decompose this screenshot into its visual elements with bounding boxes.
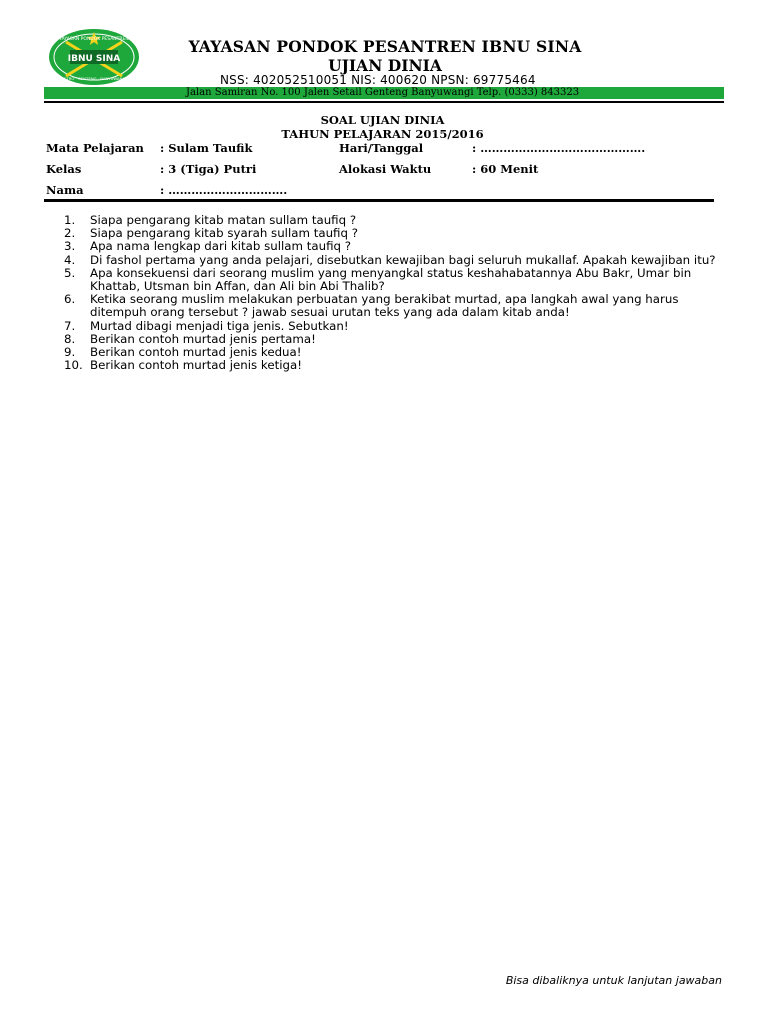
question-text: Ketika seorang muslim melakukan perbuatan yang berakibat murtad, apa langkah awal yang harus ditempuh orang tersebut ? jawab sesuai urutan teks yang ada dalam kitab anda! [90, 292, 679, 320]
name-value: : …………………………. [160, 183, 288, 197]
question-text: Apa konsekuensi dari seorang muslim yang menyangkal status keshahabatannya Abu Bakr, Umar bin Khattab, Utsman bin Affan, dan Ali bin Abi Thalib? [90, 265, 692, 294]
question-item [64, 293, 724, 319]
subject-value: : Sulam Taufik [160, 141, 253, 155]
question-list [64, 214, 724, 372]
question-text: Murtad dibagi menjadi tiga jenis. Sebutkan! [90, 318, 349, 333]
address-text: Jalan Samiran No. 100 Jalen Setail Genteng Banyuwangi Telp. (0333) 843323 [186, 87, 580, 98]
question-number: 4. [64, 252, 76, 267]
question-text: Berikan contoh murtad jenis pertama! [90, 331, 316, 346]
exam-title: UJIAN DINIA [328, 56, 442, 75]
institution-ids: NSS: 402052510051 NIS: 400620 NPSN: 69775464 [220, 73, 536, 87]
question-item [64, 240, 724, 253]
header-divider [44, 101, 724, 103]
footer-note: Bisa dibaliknya untuk lanjutan jawaban [505, 974, 722, 987]
name-label: Nama [46, 183, 84, 197]
academic-year: TAHUN PELAJARAN 2015/2016 [281, 127, 484, 141]
question-text: Di fashol pertama yang anda pelajari, disebutkan kewajiban bagi seluruh mukallaf. Apakah kewajiban itu? [90, 252, 716, 267]
question-text: Berikan contoh murtad jenis kedua! [90, 345, 302, 360]
class-value: : 3 (Tiga) Putri [160, 162, 257, 176]
question-item [64, 359, 724, 372]
question-item [64, 267, 724, 293]
logo-main-text: IBNU SINA [67, 54, 121, 64]
logo-top-text: YAYASAN PONDOK PESANTREN [59, 37, 129, 42]
subject-label: Mata Pelajaran [46, 141, 144, 155]
logo-bottom-text: SETRO · GENTENG · BANYUWANGI [61, 76, 127, 81]
question-number: 9. [64, 345, 76, 360]
class-label: Kelas [46, 162, 82, 176]
question-text: Apa nama lengkap dari kitab sullam taufiq ? [90, 239, 352, 254]
question-number: 7. [64, 318, 76, 333]
institution-title: YAYASAN PONDOK PESANTREN IBNU SINA [188, 37, 582, 56]
question-number: 5. [64, 265, 76, 280]
school-logo [48, 28, 140, 86]
question-number: 1. [64, 213, 76, 227]
question-text: Berikan contoh murtad jenis ketiga! [90, 358, 302, 373]
day-label: Hari/Tanggal [339, 141, 424, 155]
day-value: : ……………………………………. [472, 141, 646, 155]
question-number: 3. [64, 239, 76, 254]
question-text: Siapa pengarang kitab syarah sullam taufiq ? [90, 226, 358, 241]
question-item [64, 254, 724, 267]
question-number: 8. [64, 331, 76, 346]
question-text: Siapa pengarang kitab matan sullam taufiq ? [90, 213, 357, 227]
time-label: Alokasi Waktu [339, 162, 432, 176]
time-value: : 60 Menit [472, 162, 539, 176]
info-divider [44, 199, 714, 202]
question-item [64, 320, 724, 333]
question-number: 10. [64, 358, 83, 373]
question-number: 6. [64, 292, 76, 307]
exam-heading: SOAL UJIAN DINIA [320, 113, 445, 127]
question-number: 2. [64, 226, 76, 241]
